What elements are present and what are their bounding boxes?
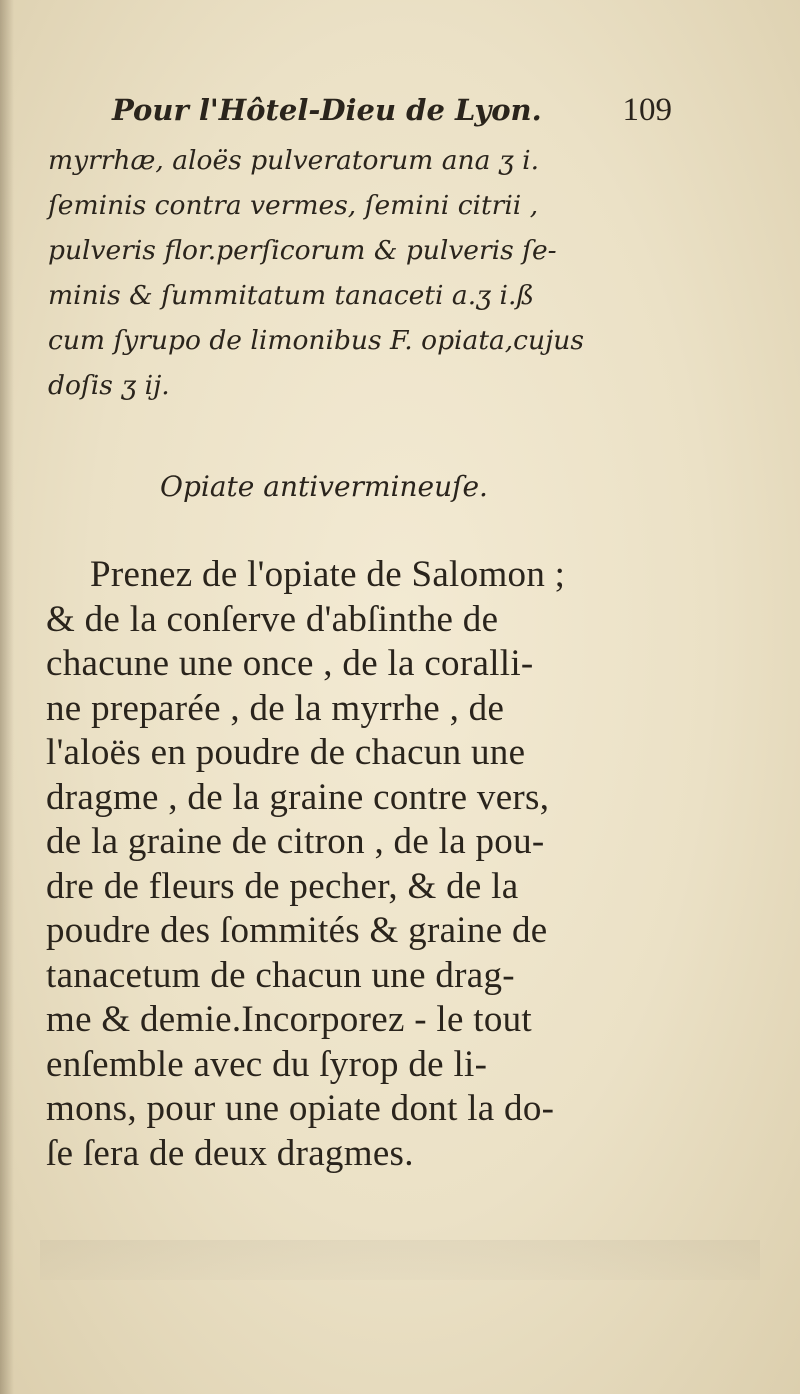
french-recipe-text: [46, 553, 666, 1176]
text-line: pulveris flor.perſicorum & pulveris ſe-: [48, 235, 557, 266]
text-line: doſis ʒ ij.: [48, 370, 170, 401]
text-line: ſeminis contra vermes, ſemini citrii ,: [48, 190, 539, 221]
text-line: me & demie.Incorporez - le tout: [46, 999, 532, 1040]
text-line: dragme , de la graine contre vers,: [46, 776, 550, 818]
page-number: 109: [622, 92, 672, 128]
text-line: dre de fleurs de pecher, & de la: [46, 865, 519, 907]
latin-recipe-text: [48, 138, 658, 408]
text-line: & de la conſerve d'abſinthe de: [46, 598, 499, 640]
text-line: de la graine de citron , de la pou-: [46, 821, 545, 862]
text-line: ſe ſera de deux dragmes.: [46, 1132, 414, 1174]
running-head: Pour l'Hôtel-Dieu de Lyon.: [112, 93, 542, 127]
text-line: cum ſyrupo de limonibus F. opiata,cujus: [48, 325, 584, 356]
text-line: enſemble avec du ſyrop de li-: [46, 1043, 488, 1085]
text-line: myrrhæ, aloës pulveratorum ana ʒ i.: [48, 145, 540, 176]
text-line: ne preparée , de la myrrhe , de: [46, 687, 505, 729]
text-line: mons, pour une opiate dont la do-: [46, 1088, 555, 1129]
text-line: chacune une once , de la coralli-: [46, 643, 534, 684]
text-line: poudre des ſommités & graine de: [46, 910, 548, 951]
text-line: minis & ſummitatum tanaceti a.ʒ i.ß: [48, 280, 535, 311]
text-line: Prenez de l'opiate de Salomon ;: [90, 554, 566, 595]
text-line: l'aloës en poudre de chacun une: [46, 732, 526, 773]
text-line: tanacetum de chacun une drag-: [46, 954, 515, 996]
section-title: Opiate antivermineuſe.: [160, 470, 488, 503]
page-header: [112, 84, 672, 136]
